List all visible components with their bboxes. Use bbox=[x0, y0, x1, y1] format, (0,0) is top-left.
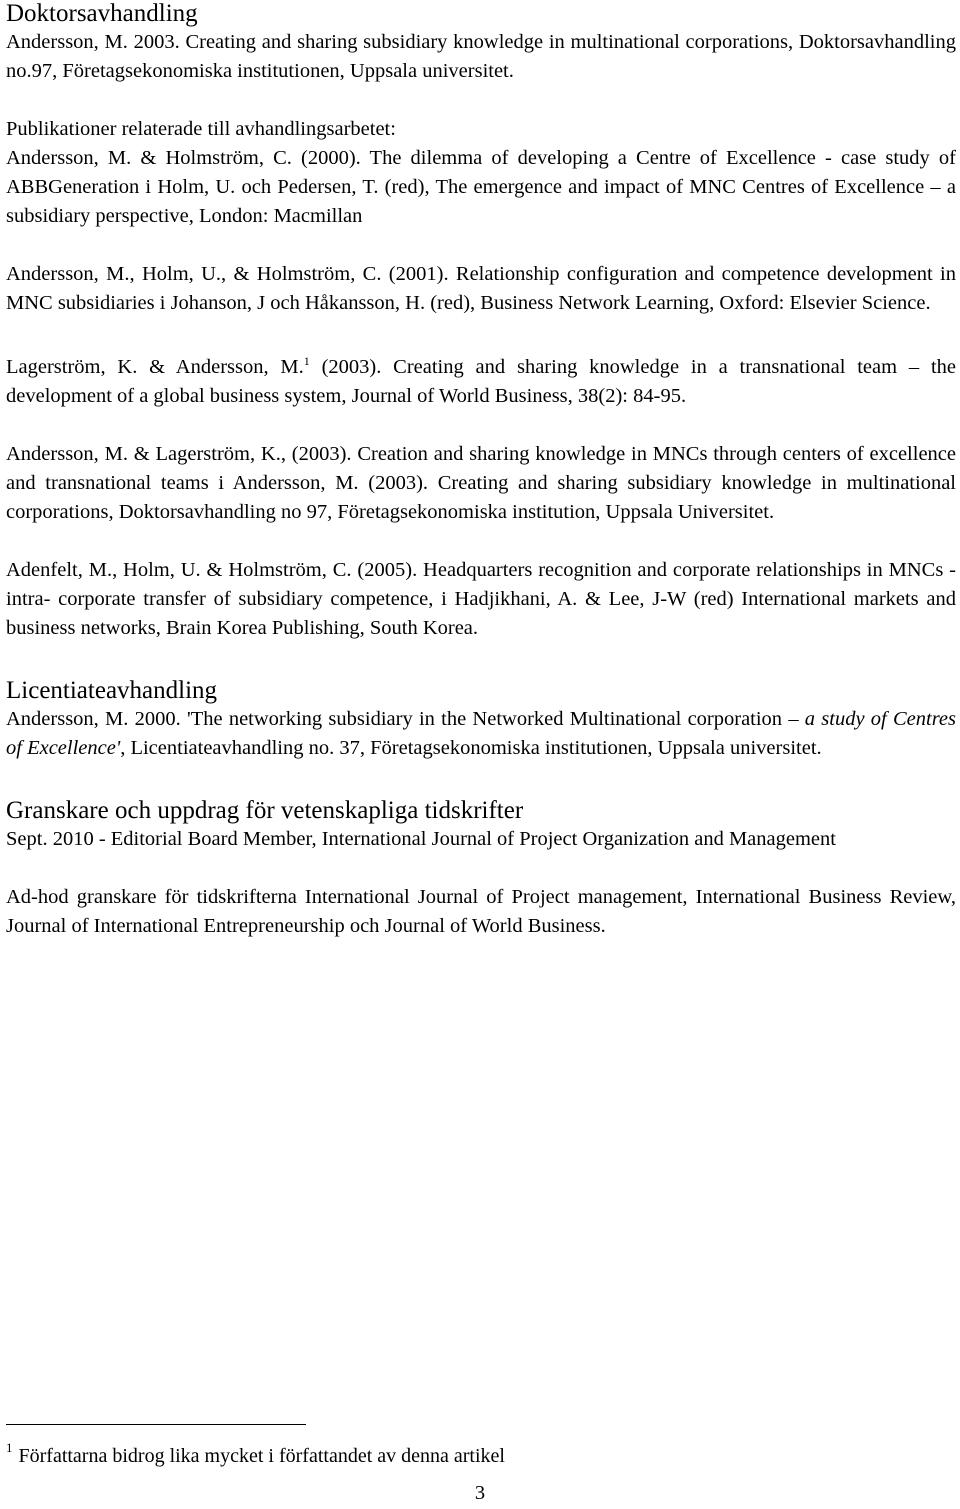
footnote-separator bbox=[6, 1424, 306, 1425]
page-number: 3 bbox=[474, 1482, 486, 1504]
footnote bbox=[6, 1436, 505, 1468]
publication-1: Andersson, M. & Holmström, C. (2000). The dilemma of developing a Centre of Excellence - case study of ABBGeneration i Holm, U. och Pedersen, T. (red), The emergence and impact of MNC Centres of Excellence – a subsidiary perspective, London: Macmillan bbox=[6, 147, 956, 227]
entry-editorial-board: Sept. 2010 - Editorial Board Member, International Journal of Project Organization and Management bbox=[6, 828, 836, 850]
entry-licentiateavhandling bbox=[6, 705, 956, 763]
entry-doktorsavhandling: Andersson, M. 2003. Creating and sharing subsidiary knowledge in multinational corporations, Doktorsavhandling no.97, Företagsekonomiska institutionen, Uppsala universitet. bbox=[6, 31, 956, 82]
heading-doktorsavhandling: Doktorsavhandling bbox=[6, 0, 198, 27]
publications-intro: Publikationer relaterade till avhandlingsarbetet: bbox=[6, 118, 396, 140]
footnote-ref: 1 bbox=[303, 354, 310, 368]
heading-licentiateavhandling: Licentiateavhandling bbox=[6, 677, 218, 704]
heading-granskare: Granskare och uppdrag för vetenskapliga tidskrifter bbox=[6, 797, 524, 824]
publication-3-rest: (2003). Creating and sharing knowledge in a transnational team – the development of a global business system, Journal of World Business, 38(2): 84-95. bbox=[6, 356, 956, 407]
footnote-marker: 1 bbox=[6, 1440, 13, 1455]
licentiat-entry-italic: – a study of Centres of Excellence' bbox=[6, 708, 957, 759]
publication-5: Adenfelt, M., Holm, U. & Holmström, C. (2005). Headquarters recognition and corporate relationships in MNCs - intra- corporate transfer of subsidiary competence, i Hadjikhani, A. & Lee, J-W (red) International markets and business networks, Brain Korea Publishing, South Korea. bbox=[6, 559, 956, 639]
footnote-text: Författarna bidrog lika mycket i författandet av denna artikel bbox=[18, 1445, 505, 1467]
licentiat-entry-end: , Licentiateavhandling no. 37, Företagsekonomiska institutionen, Uppsala universitet. bbox=[120, 737, 822, 759]
entry-ad-hoc-reviewer: Ad-hod granskare för tidskrifterna International Journal of Project management, International Business Review, Journal of International Entrepreneurship och Journal of World Business. bbox=[6, 886, 956, 937]
publication-3-authors: Lagerström, K. & Andersson, M. bbox=[6, 356, 304, 378]
document-page bbox=[6, 0, 956, 941]
publication-2: Andersson, M., Holm, U., & Holmström, C. (2001). Relationship configuration and competence development in MNC subsidiaries i Johanson, J och Håkansson, H. (red), Business Network Learning, Oxford: Elsevier Science. bbox=[6, 263, 956, 314]
licentiat-entry-start: Andersson, M. 2000. 'The networking subsidiary in the Networked Multinational corporation bbox=[6, 708, 789, 730]
publication-4: Andersson, M. & Lagerström, K., (2003). Creation and sharing knowledge in MNCs through centers of excellence and transnational teams i Andersson, M. (2003). Creating and sharing subsidiary knowledge in multinational corporations, Doktorsavhandling no 97, Företagsekonomiska institution, Uppsala Universitet. bbox=[6, 443, 956, 523]
publication-3 bbox=[6, 347, 956, 411]
